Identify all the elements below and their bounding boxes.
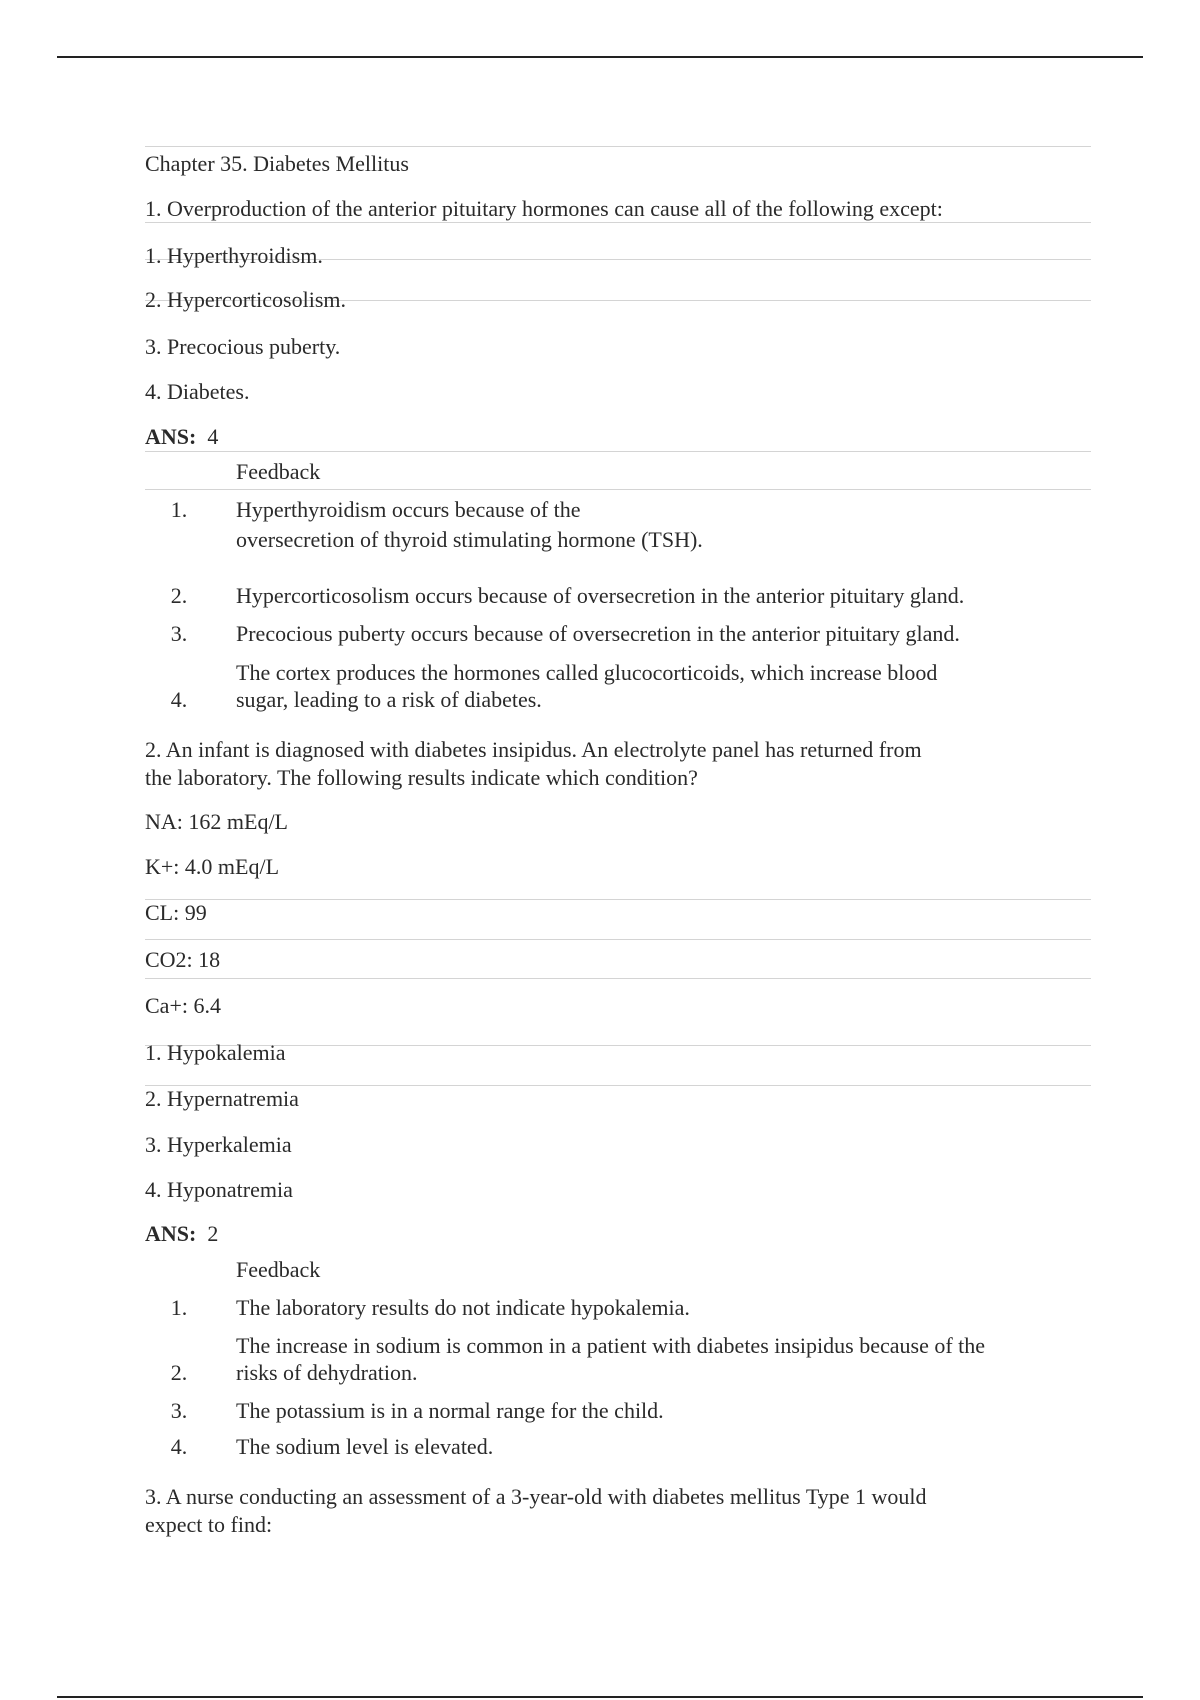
q2-lab-k: K+: 4.0 mEq/L <box>145 854 280 879</box>
q3-stem-line1: 3. A nurse conducting an assessment of a 3-year-old with diabetes mellitus Type 1 would <box>145 1484 927 1509</box>
q1-option-4: 4. Diabetes. <box>145 379 250 404</box>
q1-option-3: 3. Precocious puberty. <box>145 334 341 359</box>
q2-feedback-num-1: 1. <box>170 1295 188 1320</box>
q1-feedback-4-line2: sugar, leading to a risk of diabetes. <box>236 687 542 712</box>
q2-stem-line2: the laboratory. The following results indicate which condition? <box>145 765 698 790</box>
q2-feedback-1: The laboratory results do not indicate hypokalemia. <box>236 1295 690 1320</box>
q2-answer-label: ANS: <box>145 1221 197 1246</box>
page-bottom-rule <box>57 1696 1143 1698</box>
divider <box>145 451 1091 452</box>
q2-option-3: 3. Hyperkalemia <box>145 1132 292 1157</box>
page-top-rule <box>57 56 1143 58</box>
q1-feedback-num-4: 4. <box>170 687 188 712</box>
q2-feedback-2-line1: The increase in sodium is common in a patient with diabetes insipidus because of the <box>236 1333 986 1358</box>
q2-answer <box>145 1220 218 1247</box>
q1-answer-value: 4 <box>207 424 219 449</box>
q1-feedback-header: Feedback <box>236 459 321 484</box>
q1-feedback-num-3: 3. <box>170 621 188 646</box>
q1-feedback-4-line1: The cortex produces the hormones called glucocorticoids, which increase blood <box>236 660 938 685</box>
q2-feedback-4: The sodium level is elevated. <box>236 1434 494 1459</box>
q1-option-1: 1. Hyperthyroidism. <box>145 243 323 268</box>
q2-lab-na: NA: 162 mEq/L <box>145 809 288 834</box>
q2-feedback-num-3: 3. <box>170 1398 188 1423</box>
q1-feedback-num-1: 1. <box>170 497 188 522</box>
divider <box>145 146 1091 147</box>
q2-feedback-3: The potassium is in a normal range for the child. <box>236 1398 664 1423</box>
q2-stem-line1: 2. An infant is diagnosed with diabetes insipidus. An electrolyte panel has returned from <box>145 737 922 762</box>
q2-option-2: 2. Hypernatremia <box>145 1086 299 1111</box>
divider <box>145 978 1091 979</box>
q2-option-4: 4. Hyponatremia <box>145 1177 293 1202</box>
q1-feedback-1-line1: Hyperthyroidism occurs because of the <box>236 497 581 522</box>
q2-feedback-2-line2: risks of dehydration. <box>236 1360 418 1385</box>
divider <box>145 899 1091 900</box>
divider <box>145 222 1091 223</box>
q1-answer <box>145 423 218 450</box>
q2-option-1: 1. Hypokalemia <box>145 1040 286 1065</box>
q2-lab-co2: CO2: 18 <box>145 947 221 972</box>
q1-stem: 1. Overproduction of the anterior pituitary hormones can cause all of the following except: <box>145 196 943 221</box>
q1-feedback-3: Precocious puberty occurs because of oversecretion in the anterior pituitary gland. <box>236 621 960 646</box>
divider <box>145 1045 1091 1046</box>
q1-feedback-1-line2: oversecretion of thyroid stimulating hormone (TSH). <box>236 527 703 552</box>
q1-answer-label: ANS: <box>145 424 197 449</box>
q2-answer-value: 2 <box>207 1221 219 1246</box>
q2-lab-ca: Ca+: 6.4 <box>145 993 221 1018</box>
q1-feedback-2: Hypercorticosolism occurs because of oversecretion in the anterior pituitary gland. <box>236 583 965 608</box>
divider <box>145 939 1091 940</box>
q1-option-2: 2. Hypercorticosolism. <box>145 287 347 312</box>
q2-feedback-header: Feedback <box>236 1257 321 1282</box>
divider <box>145 489 1091 490</box>
q1-feedback-num-2: 2. <box>170 583 188 608</box>
chapter-title: Chapter 35. Diabetes Mellitus <box>145 151 409 176</box>
q2-lab-cl: CL: 99 <box>145 900 207 925</box>
q2-feedback-num-2: 2. <box>170 1360 188 1385</box>
q3-stem-line2: expect to find: <box>145 1512 273 1537</box>
q2-feedback-num-4: 4. <box>170 1434 188 1459</box>
